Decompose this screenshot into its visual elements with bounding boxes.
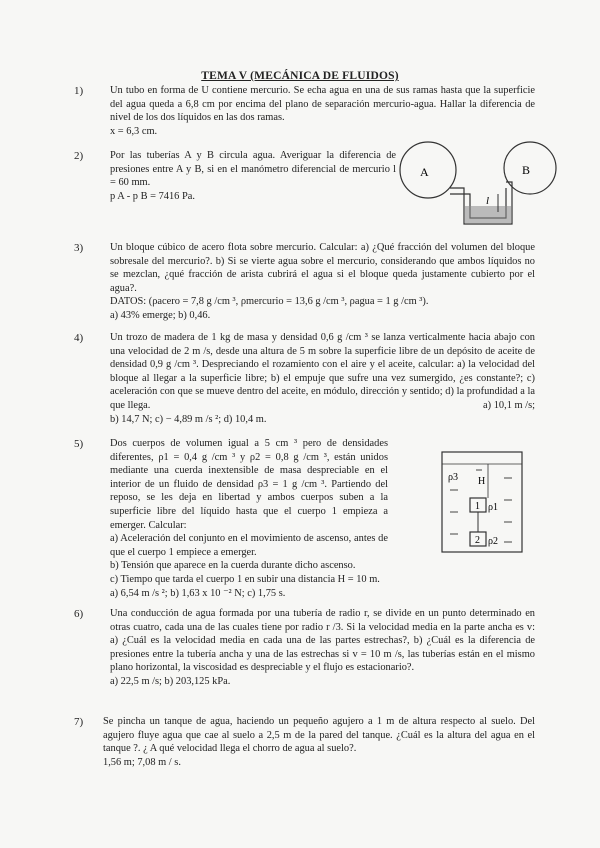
- problem-1-text: Un tubo en forma de U contiene mercurio. Se echa agua en una de sus ramas hasta que la superficie del agua queda a 6,8 cm por encima del plano de separación mercurio-agua. Hallar la diferencia de nivel de los dos líquidos en las dos ramas.: [110, 85, 535, 124]
- problem-5-number: 5): [74, 438, 84, 450]
- manometer-diagram: [398, 132, 558, 232]
- problem-1-answer: x = 6,3 cm.: [110, 125, 158, 137]
- problem-4-number: 4): [74, 332, 84, 344]
- problem-5-item-a: a) Aceleración del conjunto en el movimiento de ascenso, antes de que el cuerpo 1 empiece a emerger.: [110, 533, 388, 558]
- problem-7-text: Se pincha un tanque de agua, haciendo un pequeño agujero a 1 m de altura respecto al suelo. Del agujero fluye agua que cae al suelo a 2,5 m de la pared del tanque. ¿Cuál es la altura del agua en el tanque ?. ¿ A qué velocidad llega el chorro de agua al suelo?.: [103, 716, 535, 755]
- label-body-1: 1: [475, 501, 480, 512]
- problem-7-number: 7): [74, 716, 84, 728]
- problem-1-number: 1): [74, 85, 84, 97]
- problem-3: [110, 241, 535, 323]
- problem-3-data: DATOS: (ρacero = 7,8 g /cm ³, ρmercurio = 13,6 g /cm ³, ρagua = 1 g /cm ³).: [110, 296, 429, 308]
- problem-5-answer: a) 6,54 m /s ²; b) 1,63 x 10 ⁻² N; c) 1,75 s.: [110, 587, 286, 599]
- problem-3-answer: a) 43% emerge; b) 0,46.: [110, 309, 211, 321]
- problem-6-text: Una conducción de agua formada por una tubería de radio r, se divide en un punto determinado en otras cuatro, cada una de las cuales tiene por radio r /3. Si la velocidad media en la parte ancha es v: a) ¿Cuál es la velocidad media en cada una de las partes estrechas?, b) ¿Cuál es la diferencia de presiones entre la tubería ancha y una de las estrechas si v = 10 m /s, las tuberías están en el mismo plano horizontal, la viscosidad es despreciable y el flujo es estacionario?.: [110, 608, 535, 674]
- label-rho3: ρ3: [448, 472, 458, 483]
- document-title: TEMA V (MECÁNICA DE FLUIDOS): [201, 70, 399, 82]
- label-a: A: [420, 165, 429, 179]
- label-body-2: 2: [475, 535, 480, 546]
- problem-7-answer: 1,56 m; 7,08 m / s.: [103, 756, 181, 768]
- problem-6-answer: a) 22,5 m /s; b) 203,125 kPa.: [110, 675, 231, 687]
- problem-4-answer: b) 14,7 N; c) − 4,89 m /s ²; d) 10,4 m.: [110, 413, 267, 425]
- label-rho1: ρ1: [488, 502, 498, 513]
- problem-5: [110, 437, 388, 600]
- problem-5-item-b: b) Tensión que aparece en la cuerda durante dicho ascenso.: [110, 560, 356, 572]
- problem-4-answer-right: a) 10,1 m /s;: [483, 399, 535, 411]
- label-h: H: [478, 476, 486, 487]
- problem-2-answer: p A - p B = 7416 Pa.: [110, 190, 195, 202]
- problem-3-text: Un bloque cúbico de acero flota sobre mercurio. Calcular: a) ¿Qué fracción del volumen del bloque sobresale del mercurio?. b) Si se vierte agua sobre el mercurio, considerando que ambos líquidos no se mezclan, ¿qué fracción de arista cubrirá el agua si el bloque queda justamente cubierto por el agua?.: [110, 242, 535, 294]
- floating-bodies-diagram: [440, 450, 526, 555]
- tank-outline: [442, 452, 522, 552]
- mercury-fill: [465, 206, 511, 223]
- problem-6-number: 6): [74, 608, 84, 620]
- problem-3-number: 3): [74, 242, 84, 254]
- problem-2: [110, 149, 396, 203]
- problem-4: [110, 331, 535, 426]
- label-b: B: [522, 163, 531, 177]
- problem-2-text: Por las tuberías A y B circula agua. Averiguar la diferencia de presiones entre A y B, si en el manómetro diferencial de mercurio l = 60 mm.: [110, 150, 396, 189]
- problem-5-text: Dos cuerpos de volumen igual a 5 cm ³ pero de densidades diferentes, ρ1 = 0,4 g /cm ³ y ρ2 = 0,8 g /cm ³, están unidos mediante una cuerda inextensible de masa despreciable en el interior de un fluido de densidad ρ3 = 1 g /cm ³. Partiendo del reposo, se les deja en libertad y ambos cuerpos suben a la superficie libre del líquido hasta que el cuerpo 1 empieza a emerger. Calcular:: [110, 438, 388, 531]
- problem-1: [110, 84, 535, 138]
- label-rho2: ρ2: [488, 536, 498, 547]
- problem-6: [110, 607, 535, 689]
- label-l: l: [486, 195, 490, 207]
- problem-5-item-c: c) Tiempo que tarda el cuerpo 1 en subir una distancia H = 10 m.: [110, 573, 380, 585]
- problem-7: [103, 715, 535, 769]
- problem-4-text: Un trozo de madera de 1 kg de masa y densidad 0,6 g /cm ³ se lanza verticalmente hacia abajo con una velocidad de 2 m /s, desde una altura de 5 m sobre la superficie libre de un depósito de aceite de densidad 0,9 g /cm ³. Despreciando el rozamiento con el aire y el aceite, calcular: a) la velocidad del bloque al llegar a la superficie libre; b) el empuje que sufre una vez sumergido, ¿es constante?; c) aceleración con que se mueve dentro del aceite, en módulo, dirección y sentido; d) la profundidad a la que llega.: [110, 332, 535, 411]
- problem-2-number: 2): [74, 150, 84, 162]
